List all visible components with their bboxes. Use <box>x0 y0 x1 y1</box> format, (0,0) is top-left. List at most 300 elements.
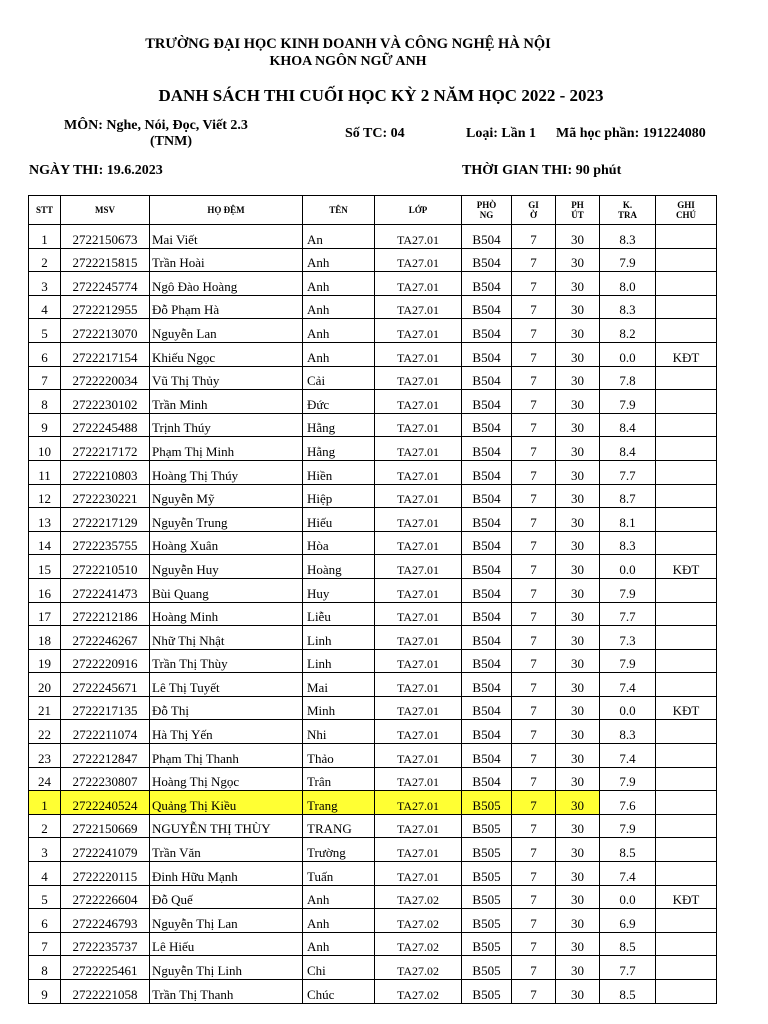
header-phong: PHÒ NG <box>462 196 512 225</box>
ho-dem-cell: Đỗ Quế <box>150 885 303 909</box>
msv-cell: 2722246793 <box>61 909 150 933</box>
phut-cell: 30 <box>556 531 600 555</box>
ho-dem-cell: Quảng Thị Kiều <box>150 791 303 815</box>
ten-cell: Hằng <box>303 437 375 461</box>
ho-dem-cell: Lê Hiếu <box>150 932 303 956</box>
phut-cell: 30 <box>556 814 600 838</box>
ten-cell: Anh <box>303 272 375 296</box>
ghichu-cell <box>656 767 717 791</box>
gio-cell: 7 <box>512 319 556 343</box>
stt-cell: 21 <box>29 696 61 720</box>
phut-cell: 30 <box>556 295 600 319</box>
table-row <box>29 626 717 650</box>
ho-dem-cell: Hoàng Minh <box>150 602 303 626</box>
ghichu-cell <box>656 248 717 272</box>
ghichu-cell: KĐT <box>656 342 717 366</box>
table-row <box>29 578 717 602</box>
document-title: DANH SÁCH THI CUỐI HỌC KỲ 2 NĂM HỌC 2022 - 2023 <box>158 86 604 105</box>
ktra-cell: 8.5 <box>600 932 656 956</box>
ghichu-cell <box>656 862 717 886</box>
msv-cell: 2722226604 <box>61 885 150 909</box>
ten-cell: Anh <box>303 342 375 366</box>
phut-cell: 30 <box>556 838 600 862</box>
phong-cell: B504 <box>462 744 512 768</box>
exam-date: NGÀY THI: 19.6.2023 <box>29 163 163 178</box>
ghichu-cell <box>656 791 717 815</box>
table-row <box>29 862 717 886</box>
ktra-cell: 7.4 <box>600 862 656 886</box>
phong-cell: B504 <box>462 272 512 296</box>
phong-cell: B505 <box>462 980 512 1004</box>
phong-cell: B504 <box>462 673 512 697</box>
stt-cell: 2 <box>29 248 61 272</box>
course-code: Mã học phần: 191224080 <box>556 126 706 141</box>
phong-cell: B505 <box>462 791 512 815</box>
table-row <box>29 649 717 673</box>
msv-cell: 2722240524 <box>61 791 150 815</box>
table-row <box>29 366 717 390</box>
table-row <box>29 484 717 508</box>
ten-cell: Hiệp <box>303 484 375 508</box>
ktra-cell: 7.7 <box>600 956 656 980</box>
ho-dem-cell: Hoàng Thị Thúy <box>150 460 303 484</box>
phong-cell: B504 <box>462 248 512 272</box>
stt-cell: 12 <box>29 484 61 508</box>
msv-cell: 2722230102 <box>61 390 150 414</box>
ho-dem-cell: Mai Viết <box>150 225 303 249</box>
gio-cell: 7 <box>512 413 556 437</box>
ho-dem-cell: Phạm Thị Minh <box>150 437 303 461</box>
table-row <box>29 885 717 909</box>
ghichu-cell <box>656 673 717 697</box>
stt-cell: 5 <box>29 319 61 343</box>
exam-duration: THỜI GIAN THI: 90 phút <box>462 163 622 178</box>
stt-cell: 9 <box>29 980 61 1004</box>
ghichu-cell <box>656 720 717 744</box>
ktra-cell: 8.5 <box>600 838 656 862</box>
phong-cell: B504 <box>462 555 512 579</box>
lop-cell: TA27.01 <box>375 225 462 249</box>
ktra-cell: 8.5 <box>600 980 656 1004</box>
phong-cell: B504 <box>462 390 512 414</box>
lop-cell: TA27.01 <box>375 555 462 579</box>
header-ghichu: GHI CHÚ <box>656 196 717 225</box>
ho-dem-cell: Trần Thị Thanh <box>150 980 303 1004</box>
ho-dem-cell: Bùi Quang <box>150 578 303 602</box>
phong-cell: B504 <box>462 696 512 720</box>
lop-cell: TA27.01 <box>375 602 462 626</box>
phong-cell: B504 <box>462 460 512 484</box>
stt-cell: 20 <box>29 673 61 697</box>
table-row <box>29 696 717 720</box>
phut-cell: 30 <box>556 366 600 390</box>
ten-cell: Minh <box>303 696 375 720</box>
phut-cell: 30 <box>556 673 600 697</box>
phong-cell: B505 <box>462 885 512 909</box>
ktra-cell: 7.3 <box>600 626 656 650</box>
ten-cell: Cải <box>303 366 375 390</box>
phut-cell: 30 <box>556 508 600 532</box>
ho-dem-cell: Vũ Thị Thủy <box>150 366 303 390</box>
lop-cell: TA27.01 <box>375 767 462 791</box>
ghichu-cell <box>656 602 717 626</box>
ten-cell: An <box>303 225 375 249</box>
stt-cell: 4 <box>29 295 61 319</box>
stt-cell: 10 <box>29 437 61 461</box>
table-row <box>29 413 717 437</box>
lop-cell: TA27.01 <box>375 649 462 673</box>
lop-cell: TA27.02 <box>375 956 462 980</box>
lop-cell: TA27.01 <box>375 720 462 744</box>
msv-cell: 2722213070 <box>61 319 150 343</box>
ten-cell: Anh <box>303 295 375 319</box>
lop-cell: TA27.01 <box>375 696 462 720</box>
stt-cell: 17 <box>29 602 61 626</box>
ho-dem-cell: Hoàng Xuân <box>150 531 303 555</box>
ten-cell: Tuấn <box>303 862 375 886</box>
ten-cell: Đức <box>303 390 375 414</box>
phut-cell: 30 <box>556 272 600 296</box>
stt-cell: 15 <box>29 555 61 579</box>
phut-cell: 30 <box>556 460 600 484</box>
msv-cell: 2722230221 <box>61 484 150 508</box>
phong-cell: B504 <box>462 413 512 437</box>
lop-cell: TA27.01 <box>375 437 462 461</box>
header-ho-dem: HỌ ĐỆM <box>150 196 303 225</box>
phut-cell: 30 <box>556 696 600 720</box>
ktra-cell: 7.9 <box>600 390 656 414</box>
table-row <box>29 460 717 484</box>
ktra-cell: 0.0 <box>600 342 656 366</box>
stt-cell: 3 <box>29 838 61 862</box>
ktra-cell: 8.3 <box>600 295 656 319</box>
phut-cell: 30 <box>556 578 600 602</box>
subject-line1: MÔN: Nghe, Nói, Đọc, Viết 2.3 <box>64 118 248 133</box>
gio-cell: 7 <box>512 555 556 579</box>
header-ten: TÊN <box>303 196 375 225</box>
stt-cell: 13 <box>29 508 61 532</box>
stt-cell: 1 <box>29 791 61 815</box>
phong-cell: B505 <box>462 909 512 933</box>
lop-cell: TA27.01 <box>375 366 462 390</box>
msv-cell: 2722212847 <box>61 744 150 768</box>
ten-cell: Anh <box>303 932 375 956</box>
lop-cell: TA27.01 <box>375 390 462 414</box>
msv-cell: 2722225461 <box>61 956 150 980</box>
gio-cell: 7 <box>512 531 556 555</box>
stt-cell: 6 <box>29 909 61 933</box>
lop-cell: TA27.01 <box>375 531 462 555</box>
table-row <box>29 791 717 815</box>
phut-cell: 30 <box>556 413 600 437</box>
stt-cell: 18 <box>29 626 61 650</box>
ktra-cell: 7.7 <box>600 460 656 484</box>
msv-cell: 2722217172 <box>61 437 150 461</box>
lop-cell: TA27.01 <box>375 248 462 272</box>
phut-cell: 30 <box>556 885 600 909</box>
school-name: TRƯỜNG ĐẠI HỌC KINH DOANH VÀ CÔNG NGHỆ HÀ NỘI <box>145 36 551 52</box>
msv-cell: 2722221058 <box>61 980 150 1004</box>
ho-dem-cell: Nguyễn Thị Lan <box>150 909 303 933</box>
phut-cell: 30 <box>556 319 600 343</box>
gio-cell: 7 <box>512 248 556 272</box>
msv-cell: 2722150669 <box>61 814 150 838</box>
phut-cell: 30 <box>556 555 600 579</box>
lop-cell: TA27.01 <box>375 508 462 532</box>
phong-cell: B504 <box>462 767 512 791</box>
gio-cell: 7 <box>512 649 556 673</box>
stt-cell: 14 <box>29 531 61 555</box>
phong-cell: B504 <box>462 578 512 602</box>
phong-cell: B504 <box>462 342 512 366</box>
ho-dem-cell: Ngô Đào Hoàng <box>150 272 303 296</box>
msv-cell: 2722230807 <box>61 767 150 791</box>
ghichu-cell <box>656 531 717 555</box>
ten-cell: Trường <box>303 838 375 862</box>
faculty-name: KHOA NGÔN NGỮ ANH <box>269 54 427 69</box>
header-gio: GI Ờ <box>512 196 556 225</box>
stt-cell: 2 <box>29 814 61 838</box>
gio-cell: 7 <box>512 295 556 319</box>
msv-cell: 2722246267 <box>61 626 150 650</box>
ktra-cell: 7.9 <box>600 248 656 272</box>
phut-cell: 30 <box>556 909 600 933</box>
msv-cell: 2722210510 <box>61 555 150 579</box>
ho-dem-cell: Nguyễn Trung <box>150 508 303 532</box>
ghichu-cell <box>656 437 717 461</box>
lop-cell: TA27.01 <box>375 862 462 886</box>
ktra-cell: 8.3 <box>600 720 656 744</box>
phut-cell: 30 <box>556 720 600 744</box>
ho-dem-cell: Phạm Thị Thanh <box>150 744 303 768</box>
msv-cell: 2722217135 <box>61 696 150 720</box>
msv-cell: 2722220916 <box>61 649 150 673</box>
phong-cell: B504 <box>462 720 512 744</box>
phut-cell: 30 <box>556 248 600 272</box>
stt-cell: 24 <box>29 767 61 791</box>
stt-cell: 11 <box>29 460 61 484</box>
gio-cell: 7 <box>512 862 556 886</box>
table-row <box>29 342 717 366</box>
table-row <box>29 932 717 956</box>
ghichu-cell <box>656 225 717 249</box>
phong-cell: B504 <box>462 484 512 508</box>
ho-dem-cell: Khiếu Ngọc <box>150 342 303 366</box>
lop-cell: TA27.02 <box>375 980 462 1004</box>
table-row <box>29 508 717 532</box>
gio-cell: 7 <box>512 673 556 697</box>
ho-dem-cell: Đỗ Thị <box>150 696 303 720</box>
lop-cell: TA27.01 <box>375 413 462 437</box>
ghichu-cell: KĐT <box>656 696 717 720</box>
msv-cell: 2722241473 <box>61 578 150 602</box>
phong-cell: B504 <box>462 649 512 673</box>
table-row <box>29 720 717 744</box>
ho-dem-cell: Nguyễn Lan <box>150 319 303 343</box>
phut-cell: 30 <box>556 649 600 673</box>
ho-dem-cell: Đinh Hữu Mạnh <box>150 862 303 886</box>
gio-cell: 7 <box>512 225 556 249</box>
ghichu-cell <box>656 814 717 838</box>
ten-cell: Liễu <box>303 602 375 626</box>
ho-dem-cell: Đỗ Phạm Hà <box>150 295 303 319</box>
ho-dem-cell: Hà Thị Yến <box>150 720 303 744</box>
phong-cell: B504 <box>462 437 512 461</box>
subject-line2: (TNM) <box>150 134 192 149</box>
table-row <box>29 437 717 461</box>
ghichu-cell <box>656 909 717 933</box>
ten-cell: Trang <box>303 791 375 815</box>
ghichu-cell <box>656 932 717 956</box>
ho-dem-cell: Trần Văn <box>150 838 303 862</box>
phong-cell: B504 <box>462 225 512 249</box>
phut-cell: 30 <box>556 767 600 791</box>
gio-cell: 7 <box>512 366 556 390</box>
ktra-cell: 8.3 <box>600 225 656 249</box>
ho-dem-cell: Lê Thị Tuyết <box>150 673 303 697</box>
gio-cell: 7 <box>512 272 556 296</box>
ktra-cell: 0.0 <box>600 555 656 579</box>
phong-cell: B505 <box>462 862 512 886</box>
ktra-cell: 7.9 <box>600 767 656 791</box>
gio-cell: 7 <box>512 342 556 366</box>
stt-cell: 7 <box>29 932 61 956</box>
msv-cell: 2722241079 <box>61 838 150 862</box>
lop-cell: TA27.01 <box>375 673 462 697</box>
ten-cell: Huy <box>303 578 375 602</box>
stt-cell: 22 <box>29 720 61 744</box>
phong-cell: B505 <box>462 932 512 956</box>
phut-cell: 30 <box>556 342 600 366</box>
ktra-cell: 7.9 <box>600 578 656 602</box>
ho-dem-cell: Trịnh Thúy <box>150 413 303 437</box>
ten-cell: Hiếu <box>303 508 375 532</box>
ghichu-cell <box>656 295 717 319</box>
ten-cell: Nhi <box>303 720 375 744</box>
phong-cell: B505 <box>462 956 512 980</box>
lop-cell: TA27.01 <box>375 484 462 508</box>
ktra-cell: 7.9 <box>600 814 656 838</box>
phong-cell: B504 <box>462 602 512 626</box>
gio-cell: 7 <box>512 838 556 862</box>
gio-cell: 7 <box>512 696 556 720</box>
msv-cell: 2722235737 <box>61 932 150 956</box>
ghichu-cell <box>656 578 717 602</box>
ktra-cell: 7.6 <box>600 791 656 815</box>
ten-cell: Linh <box>303 649 375 673</box>
gio-cell: 7 <box>512 767 556 791</box>
lop-cell: TA27.01 <box>375 791 462 815</box>
ktra-cell: 8.7 <box>600 484 656 508</box>
stt-cell: 23 <box>29 744 61 768</box>
ten-cell: Chi <box>303 956 375 980</box>
ghichu-cell <box>656 838 717 862</box>
phut-cell: 30 <box>556 484 600 508</box>
phut-cell: 30 <box>556 390 600 414</box>
ten-cell: Anh <box>303 909 375 933</box>
msv-cell: 2722217154 <box>61 342 150 366</box>
phong-cell: B505 <box>462 814 512 838</box>
ten-cell: Thảo <box>303 744 375 768</box>
ktra-cell: 8.2 <box>600 319 656 343</box>
ghichu-cell <box>656 366 717 390</box>
phut-cell: 30 <box>556 225 600 249</box>
table-row <box>29 744 717 768</box>
gio-cell: 7 <box>512 720 556 744</box>
stt-cell: 6 <box>29 342 61 366</box>
phut-cell: 30 <box>556 932 600 956</box>
lop-cell: TA27.01 <box>375 838 462 862</box>
ten-cell: Hiền <box>303 460 375 484</box>
msv-cell: 2722245671 <box>61 673 150 697</box>
credits: Số TC: 04 <box>345 126 405 141</box>
table-row <box>29 531 717 555</box>
ten-cell: Anh <box>303 248 375 272</box>
table-row <box>29 980 717 1004</box>
gio-cell: 7 <box>512 578 556 602</box>
ho-dem-cell: Trần Minh <box>150 390 303 414</box>
gio-cell: 7 <box>512 932 556 956</box>
ten-cell: Anh <box>303 885 375 909</box>
ghichu-cell <box>656 484 717 508</box>
ktra-cell: 7.7 <box>600 602 656 626</box>
phong-cell: B504 <box>462 626 512 650</box>
gio-cell: 7 <box>512 437 556 461</box>
ten-cell: Trân <box>303 767 375 791</box>
lop-cell: TA27.01 <box>375 626 462 650</box>
table-header-row <box>29 196 717 225</box>
lop-cell: TA27.02 <box>375 932 462 956</box>
table-row <box>29 602 717 626</box>
table-row <box>29 673 717 697</box>
gio-cell: 7 <box>512 885 556 909</box>
phut-cell: 30 <box>556 602 600 626</box>
ho-dem-cell: Nguyễn Mỹ <box>150 484 303 508</box>
stt-cell: 8 <box>29 956 61 980</box>
msv-cell: 2722245488 <box>61 413 150 437</box>
gio-cell: 7 <box>512 909 556 933</box>
header-ktra: K. TRA <box>600 196 656 225</box>
phong-cell: B504 <box>462 366 512 390</box>
phut-cell: 30 <box>556 956 600 980</box>
gio-cell: 7 <box>512 791 556 815</box>
attempt: Loại: Lần 1 <box>466 126 537 141</box>
gio-cell: 7 <box>512 980 556 1004</box>
header-phut: PH ÚT <box>556 196 600 225</box>
phut-cell: 30 <box>556 626 600 650</box>
stt-cell: 5 <box>29 885 61 909</box>
table-row <box>29 248 717 272</box>
ten-cell: Linh <box>303 626 375 650</box>
ghichu-cell <box>656 956 717 980</box>
ktra-cell: 7.8 <box>600 366 656 390</box>
ghichu-cell <box>656 272 717 296</box>
stt-cell: 16 <box>29 578 61 602</box>
ten-cell: Hằng <box>303 413 375 437</box>
gio-cell: 7 <box>512 814 556 838</box>
ten-cell: Mai <box>303 673 375 697</box>
msv-cell: 2722212955 <box>61 295 150 319</box>
msv-cell: 2722220115 <box>61 862 150 886</box>
phong-cell: B504 <box>462 295 512 319</box>
table-row <box>29 272 717 296</box>
gio-cell: 7 <box>512 956 556 980</box>
ktra-cell: 0.0 <box>600 696 656 720</box>
ktra-cell: 7.4 <box>600 673 656 697</box>
ghichu-cell <box>656 508 717 532</box>
ktra-cell: 8.3 <box>600 531 656 555</box>
lop-cell: TA27.01 <box>375 319 462 343</box>
